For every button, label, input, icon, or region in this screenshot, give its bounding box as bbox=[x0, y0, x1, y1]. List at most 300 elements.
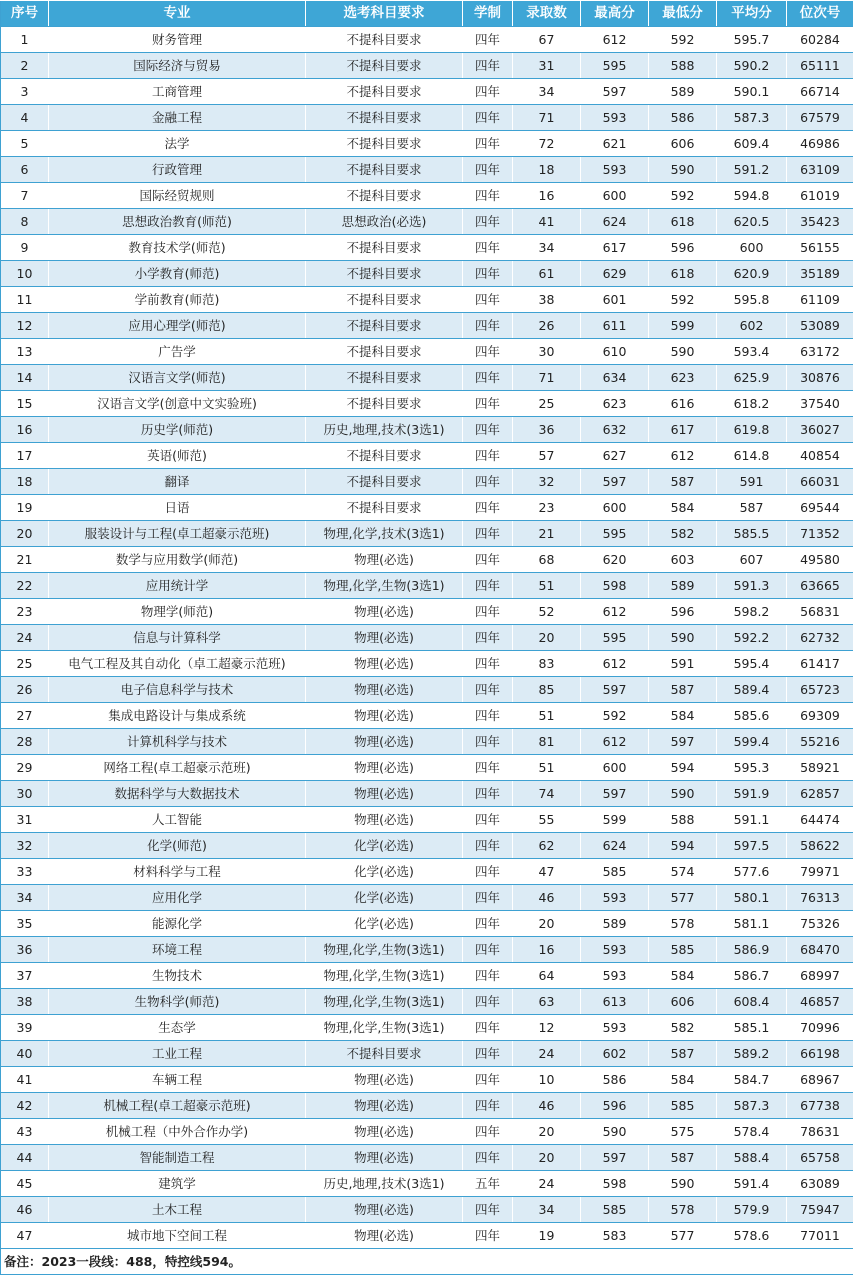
cell-min-score: 588 bbox=[649, 53, 717, 79]
cell-major: 翻译 bbox=[49, 469, 306, 495]
cell-major: 汉语言文学(师范) bbox=[49, 365, 306, 391]
cell-duration: 四年 bbox=[463, 53, 513, 79]
cell-rank: 68997 bbox=[787, 963, 853, 989]
cell-major: 城市地下空间工程 bbox=[49, 1223, 306, 1249]
cell-min-score: 589 bbox=[649, 79, 717, 105]
cell-duration: 四年 bbox=[463, 339, 513, 365]
cell-max-score: 632 bbox=[581, 417, 649, 443]
cell-rank: 30876 bbox=[787, 365, 853, 391]
cell-duration: 四年 bbox=[463, 1041, 513, 1067]
cell-duration: 四年 bbox=[463, 521, 513, 547]
cell-avg-score: 587.3 bbox=[717, 1093, 787, 1119]
cell-admitted-count: 20 bbox=[513, 625, 581, 651]
cell-admitted-count: 25 bbox=[513, 391, 581, 417]
cell-subject-requirement: 不提科目要求 bbox=[306, 495, 463, 521]
cell-admitted-count: 51 bbox=[513, 755, 581, 781]
cell-rank: 61019 bbox=[787, 183, 853, 209]
cell-duration: 四年 bbox=[463, 1015, 513, 1041]
table-row bbox=[1, 417, 853, 443]
cell-major: 生态学 bbox=[49, 1015, 306, 1041]
cell-rank: 66031 bbox=[787, 469, 853, 495]
cell-min-score: 578 bbox=[649, 911, 717, 937]
cell-duration: 四年 bbox=[463, 989, 513, 1015]
cell-admitted-count: 12 bbox=[513, 1015, 581, 1041]
cell-subject-requirement: 不提科目要求 bbox=[306, 183, 463, 209]
cell-subject-requirement: 物理(必选) bbox=[306, 755, 463, 781]
cell-avg-score: 595.3 bbox=[717, 755, 787, 781]
cell-major: 日语 bbox=[49, 495, 306, 521]
cell-duration: 四年 bbox=[463, 729, 513, 755]
cell-index: 15 bbox=[1, 391, 49, 417]
cell-subject-requirement: 不提科目要求 bbox=[306, 157, 463, 183]
cell-rank: 64474 bbox=[787, 807, 853, 833]
cell-min-score: 591 bbox=[649, 651, 717, 677]
cell-major: 人工智能 bbox=[49, 807, 306, 833]
cell-rank: 35423 bbox=[787, 209, 853, 235]
cell-index: 29 bbox=[1, 755, 49, 781]
cell-subject-requirement: 物理(必选) bbox=[306, 781, 463, 807]
cell-subject-requirement: 不提科目要求 bbox=[306, 131, 463, 157]
cell-index: 35 bbox=[1, 911, 49, 937]
cell-index: 26 bbox=[1, 677, 49, 703]
cell-rank: 46857 bbox=[787, 989, 853, 1015]
cell-major: 建筑学 bbox=[49, 1171, 306, 1197]
cell-major: 网络工程(卓工超豪示范班) bbox=[49, 755, 306, 781]
cell-rank: 75326 bbox=[787, 911, 853, 937]
cell-major: 财务管理 bbox=[49, 27, 306, 53]
cell-duration: 四年 bbox=[463, 495, 513, 521]
cell-major: 应用化学 bbox=[49, 885, 306, 911]
cell-rank: 62857 bbox=[787, 781, 853, 807]
cell-index: 16 bbox=[1, 417, 49, 443]
cell-max-score: 623 bbox=[581, 391, 649, 417]
cell-min-score: 590 bbox=[649, 1171, 717, 1197]
cell-rank: 63172 bbox=[787, 339, 853, 365]
cell-max-score: 585 bbox=[581, 1197, 649, 1223]
cell-major: 金融工程 bbox=[49, 105, 306, 131]
cell-min-score: 582 bbox=[649, 1015, 717, 1041]
cell-min-score: 585 bbox=[649, 937, 717, 963]
cell-rank: 58921 bbox=[787, 755, 853, 781]
cell-max-score: 595 bbox=[581, 53, 649, 79]
cell-min-score: 586 bbox=[649, 105, 717, 131]
cell-rank: 69309 bbox=[787, 703, 853, 729]
cell-major: 小学教育(师范) bbox=[49, 261, 306, 287]
table-row bbox=[1, 235, 853, 261]
cell-rank: 68470 bbox=[787, 937, 853, 963]
cell-rank: 61417 bbox=[787, 651, 853, 677]
cell-subject-requirement: 不提科目要求 bbox=[306, 313, 463, 339]
cell-max-score: 589 bbox=[581, 911, 649, 937]
cell-major: 材料科学与工程 bbox=[49, 859, 306, 885]
cell-subject-requirement: 物理(必选) bbox=[306, 625, 463, 651]
cell-admitted-count: 68 bbox=[513, 547, 581, 573]
cell-avg-score: 595.7 bbox=[717, 27, 787, 53]
cell-min-score: 584 bbox=[649, 703, 717, 729]
cell-subject-requirement: 物理,化学,生物(3选1) bbox=[306, 573, 463, 599]
cell-admitted-count: 46 bbox=[513, 885, 581, 911]
cell-index: 34 bbox=[1, 885, 49, 911]
cell-avg-score: 614.8 bbox=[717, 443, 787, 469]
cell-min-score: 584 bbox=[649, 1067, 717, 1093]
cell-index: 10 bbox=[1, 261, 49, 287]
cell-index: 33 bbox=[1, 859, 49, 885]
table-row bbox=[1, 287, 853, 313]
cell-major: 思想政治教育(师范) bbox=[49, 209, 306, 235]
cell-min-score: 582 bbox=[649, 521, 717, 547]
cell-admitted-count: 51 bbox=[513, 703, 581, 729]
cell-index: 3 bbox=[1, 79, 49, 105]
cell-subject-requirement: 物理(必选) bbox=[306, 651, 463, 677]
cell-min-score: 587 bbox=[649, 677, 717, 703]
cell-major: 环境工程 bbox=[49, 937, 306, 963]
cell-avg-score: 608.4 bbox=[717, 989, 787, 1015]
cell-index: 9 bbox=[1, 235, 49, 261]
cell-avg-score: 591 bbox=[717, 469, 787, 495]
cell-min-score: 578 bbox=[649, 1197, 717, 1223]
cell-major: 信息与计算科学 bbox=[49, 625, 306, 651]
cell-duration: 四年 bbox=[463, 417, 513, 443]
cell-index: 40 bbox=[1, 1041, 49, 1067]
column-header-duration: 学制 bbox=[463, 1, 513, 27]
cell-index: 36 bbox=[1, 937, 49, 963]
cell-admitted-count: 34 bbox=[513, 1197, 581, 1223]
table-row bbox=[1, 651, 853, 677]
table-row bbox=[1, 599, 853, 625]
cell-duration: 四年 bbox=[463, 209, 513, 235]
cell-index: 12 bbox=[1, 313, 49, 339]
cell-index: 5 bbox=[1, 131, 49, 157]
cell-index: 2 bbox=[1, 53, 49, 79]
cell-max-score: 597 bbox=[581, 781, 649, 807]
cell-avg-score: 597.5 bbox=[717, 833, 787, 859]
cell-subject-requirement: 不提科目要求 bbox=[306, 469, 463, 495]
cell-max-score: 627 bbox=[581, 443, 649, 469]
cell-min-score: 584 bbox=[649, 495, 717, 521]
cell-max-score: 621 bbox=[581, 131, 649, 157]
cell-min-score: 592 bbox=[649, 287, 717, 313]
cell-min-score: 575 bbox=[649, 1119, 717, 1145]
cell-max-score: 612 bbox=[581, 27, 649, 53]
cell-rank: 71352 bbox=[787, 521, 853, 547]
cell-subject-requirement: 物理(必选) bbox=[306, 729, 463, 755]
cell-index: 13 bbox=[1, 339, 49, 365]
table-row bbox=[1, 1223, 853, 1249]
cell-avg-score: 607 bbox=[717, 547, 787, 573]
cell-max-score: 601 bbox=[581, 287, 649, 313]
cell-rank: 37540 bbox=[787, 391, 853, 417]
cell-subject-requirement: 物理,化学,生物(3选1) bbox=[306, 937, 463, 963]
cell-admitted-count: 19 bbox=[513, 1223, 581, 1249]
cell-avg-score: 591.2 bbox=[717, 157, 787, 183]
cell-max-score: 593 bbox=[581, 105, 649, 131]
cell-rank: 67738 bbox=[787, 1093, 853, 1119]
table-row bbox=[1, 547, 853, 573]
cell-rank: 65111 bbox=[787, 53, 853, 79]
cell-min-score: 597 bbox=[649, 729, 717, 755]
cell-duration: 四年 bbox=[463, 859, 513, 885]
cell-subject-requirement: 不提科目要求 bbox=[306, 27, 463, 53]
cell-duration: 四年 bbox=[463, 157, 513, 183]
cell-major: 国际经贸规则 bbox=[49, 183, 306, 209]
cell-major: 数学与应用数学(师范) bbox=[49, 547, 306, 573]
cell-max-score: 610 bbox=[581, 339, 649, 365]
cell-admitted-count: 41 bbox=[513, 209, 581, 235]
cell-subject-requirement: 不提科目要求 bbox=[306, 1041, 463, 1067]
cell-duration: 四年 bbox=[463, 677, 513, 703]
cell-rank: 49580 bbox=[787, 547, 853, 573]
cell-duration: 四年 bbox=[463, 547, 513, 573]
table-row bbox=[1, 261, 853, 287]
cell-avg-score: 578.6 bbox=[717, 1223, 787, 1249]
cell-admitted-count: 52 bbox=[513, 599, 581, 625]
cell-admitted-count: 47 bbox=[513, 859, 581, 885]
table-row bbox=[1, 963, 853, 989]
cell-subject-requirement: 化学(必选) bbox=[306, 885, 463, 911]
cell-duration: 四年 bbox=[463, 1067, 513, 1093]
cell-admitted-count: 16 bbox=[513, 183, 581, 209]
cell-rank: 65723 bbox=[787, 677, 853, 703]
cell-duration: 四年 bbox=[463, 807, 513, 833]
cell-min-score: 603 bbox=[649, 547, 717, 573]
cell-major: 机械工程（中外合作办学) bbox=[49, 1119, 306, 1145]
table-row bbox=[1, 1093, 853, 1119]
cell-duration: 四年 bbox=[463, 105, 513, 131]
table-row bbox=[1, 729, 853, 755]
cell-rank: 75947 bbox=[787, 1197, 853, 1223]
cell-avg-score: 609.4 bbox=[717, 131, 787, 157]
table-row bbox=[1, 1197, 853, 1223]
cell-admitted-count: 85 bbox=[513, 677, 581, 703]
cell-subject-requirement: 不提科目要求 bbox=[306, 105, 463, 131]
cell-avg-score: 585.6 bbox=[717, 703, 787, 729]
cell-rank: 46986 bbox=[787, 131, 853, 157]
cell-avg-score: 577.6 bbox=[717, 859, 787, 885]
cell-max-score: 595 bbox=[581, 521, 649, 547]
cell-avg-score: 599.4 bbox=[717, 729, 787, 755]
cell-subject-requirement: 不提科目要求 bbox=[306, 261, 463, 287]
cell-max-score: 624 bbox=[581, 209, 649, 235]
cell-avg-score: 620.9 bbox=[717, 261, 787, 287]
cell-max-score: 624 bbox=[581, 833, 649, 859]
cell-max-score: 613 bbox=[581, 989, 649, 1015]
note-text: 备注：2023一段线：488，特控线594。 bbox=[1, 1249, 853, 1275]
cell-subject-requirement: 化学(必选) bbox=[306, 859, 463, 885]
cell-major: 历史学(师范) bbox=[49, 417, 306, 443]
cell-duration: 四年 bbox=[463, 183, 513, 209]
table-row bbox=[1, 1041, 853, 1067]
cell-major: 英语(师范) bbox=[49, 443, 306, 469]
cell-duration: 四年 bbox=[463, 703, 513, 729]
cell-subject-requirement: 物理(必选) bbox=[306, 1223, 463, 1249]
cell-index: 43 bbox=[1, 1119, 49, 1145]
column-header-admitted-count: 录取数 bbox=[513, 1, 581, 27]
cell-major: 生物技术 bbox=[49, 963, 306, 989]
table-row bbox=[1, 105, 853, 131]
cell-duration: 四年 bbox=[463, 573, 513, 599]
table-row bbox=[1, 391, 853, 417]
table-row bbox=[1, 183, 853, 209]
cell-major: 行政管理 bbox=[49, 157, 306, 183]
cell-avg-score: 594.8 bbox=[717, 183, 787, 209]
cell-subject-requirement: 物理(必选) bbox=[306, 1197, 463, 1223]
table-row bbox=[1, 989, 853, 1015]
cell-major: 法学 bbox=[49, 131, 306, 157]
cell-index: 7 bbox=[1, 183, 49, 209]
cell-avg-score: 625.9 bbox=[717, 365, 787, 391]
note-row bbox=[1, 1249, 853, 1275]
cell-min-score: 584 bbox=[649, 963, 717, 989]
cell-rank: 77011 bbox=[787, 1223, 853, 1249]
cell-duration: 四年 bbox=[463, 651, 513, 677]
column-header-index: 序号 bbox=[1, 1, 49, 27]
cell-max-score: 612 bbox=[581, 729, 649, 755]
table-body bbox=[1, 27, 853, 1249]
cell-admitted-count: 20 bbox=[513, 1119, 581, 1145]
cell-major: 土木工程 bbox=[49, 1197, 306, 1223]
cell-max-score: 620 bbox=[581, 547, 649, 573]
table-row bbox=[1, 703, 853, 729]
cell-max-score: 590 bbox=[581, 1119, 649, 1145]
cell-index: 6 bbox=[1, 157, 49, 183]
cell-min-score: 606 bbox=[649, 989, 717, 1015]
cell-avg-score: 589.4 bbox=[717, 677, 787, 703]
cell-max-score: 600 bbox=[581, 495, 649, 521]
cell-subject-requirement: 不提科目要求 bbox=[306, 79, 463, 105]
cell-avg-score: 600 bbox=[717, 235, 787, 261]
cell-max-score: 586 bbox=[581, 1067, 649, 1093]
table-row bbox=[1, 1015, 853, 1041]
cell-index: 37 bbox=[1, 963, 49, 989]
cell-rank: 56831 bbox=[787, 599, 853, 625]
cell-min-score: 596 bbox=[649, 599, 717, 625]
cell-major: 车辆工程 bbox=[49, 1067, 306, 1093]
cell-min-score: 577 bbox=[649, 885, 717, 911]
cell-duration: 四年 bbox=[463, 313, 513, 339]
cell-max-score: 598 bbox=[581, 573, 649, 599]
cell-subject-requirement: 化学(必选) bbox=[306, 833, 463, 859]
table-row bbox=[1, 625, 853, 651]
cell-rank: 55216 bbox=[787, 729, 853, 755]
cell-major: 电子信息科学与技术 bbox=[49, 677, 306, 703]
cell-index: 23 bbox=[1, 599, 49, 625]
cell-admitted-count: 81 bbox=[513, 729, 581, 755]
table-row bbox=[1, 521, 853, 547]
cell-subject-requirement: 不提科目要求 bbox=[306, 339, 463, 365]
cell-max-score: 585 bbox=[581, 859, 649, 885]
cell-rank: 76313 bbox=[787, 885, 853, 911]
cell-admitted-count: 18 bbox=[513, 157, 581, 183]
cell-index: 22 bbox=[1, 573, 49, 599]
cell-rank: 67579 bbox=[787, 105, 853, 131]
cell-subject-requirement: 物理(必选) bbox=[306, 599, 463, 625]
cell-max-score: 593 bbox=[581, 963, 649, 989]
cell-subject-requirement: 化学(必选) bbox=[306, 911, 463, 937]
cell-avg-score: 595.4 bbox=[717, 651, 787, 677]
cell-rank: 53089 bbox=[787, 313, 853, 339]
cell-index: 38 bbox=[1, 989, 49, 1015]
cell-max-score: 593 bbox=[581, 885, 649, 911]
cell-avg-score: 591.1 bbox=[717, 807, 787, 833]
cell-admitted-count: 24 bbox=[513, 1171, 581, 1197]
cell-duration: 四年 bbox=[463, 833, 513, 859]
cell-subject-requirement: 物理(必选) bbox=[306, 677, 463, 703]
cell-duration: 四年 bbox=[463, 443, 513, 469]
cell-index: 19 bbox=[1, 495, 49, 521]
cell-avg-score: 585.1 bbox=[717, 1015, 787, 1041]
table-row bbox=[1, 833, 853, 859]
cell-major: 工业工程 bbox=[49, 1041, 306, 1067]
cell-index: 39 bbox=[1, 1015, 49, 1041]
cell-admitted-count: 34 bbox=[513, 235, 581, 261]
cell-major: 应用统计学 bbox=[49, 573, 306, 599]
cell-min-score: 574 bbox=[649, 859, 717, 885]
cell-avg-score: 586.9 bbox=[717, 937, 787, 963]
cell-admitted-count: 46 bbox=[513, 1093, 581, 1119]
cell-index: 42 bbox=[1, 1093, 49, 1119]
cell-major: 服装设计与工程(卓工超豪示范班) bbox=[49, 521, 306, 547]
cell-max-score: 600 bbox=[581, 755, 649, 781]
cell-avg-score: 580.1 bbox=[717, 885, 787, 911]
cell-min-score: 590 bbox=[649, 781, 717, 807]
cell-admitted-count: 36 bbox=[513, 417, 581, 443]
cell-max-score: 593 bbox=[581, 1015, 649, 1041]
cell-max-score: 599 bbox=[581, 807, 649, 833]
cell-index: 45 bbox=[1, 1171, 49, 1197]
cell-subject-requirement: 历史,地理,技术(3选1) bbox=[306, 417, 463, 443]
cell-admitted-count: 32 bbox=[513, 469, 581, 495]
cell-avg-score: 589.2 bbox=[717, 1041, 787, 1067]
cell-index: 44 bbox=[1, 1145, 49, 1171]
cell-min-score: 590 bbox=[649, 339, 717, 365]
cell-index: 28 bbox=[1, 729, 49, 755]
table-row bbox=[1, 911, 853, 937]
cell-max-score: 612 bbox=[581, 651, 649, 677]
cell-max-score: 617 bbox=[581, 235, 649, 261]
cell-max-score: 597 bbox=[581, 469, 649, 495]
cell-min-score: 587 bbox=[649, 469, 717, 495]
table-row bbox=[1, 339, 853, 365]
cell-avg-score: 591.3 bbox=[717, 573, 787, 599]
cell-min-score: 577 bbox=[649, 1223, 717, 1249]
cell-max-score: 593 bbox=[581, 157, 649, 183]
column-header-min-score: 最低分 bbox=[649, 1, 717, 27]
cell-admitted-count: 83 bbox=[513, 651, 581, 677]
cell-duration: 五年 bbox=[463, 1171, 513, 1197]
cell-index: 20 bbox=[1, 521, 49, 547]
cell-index: 30 bbox=[1, 781, 49, 807]
cell-duration: 四年 bbox=[463, 27, 513, 53]
cell-avg-score: 578.4 bbox=[717, 1119, 787, 1145]
cell-rank: 65758 bbox=[787, 1145, 853, 1171]
cell-min-score: 587 bbox=[649, 1041, 717, 1067]
cell-major: 集成电路设计与集成系统 bbox=[49, 703, 306, 729]
cell-subject-requirement: 物理,化学,生物(3选1) bbox=[306, 989, 463, 1015]
cell-admitted-count: 20 bbox=[513, 1145, 581, 1171]
cell-subject-requirement: 不提科目要求 bbox=[306, 287, 463, 313]
cell-rank: 56155 bbox=[787, 235, 853, 261]
cell-rank: 63089 bbox=[787, 1171, 853, 1197]
cell-duration: 四年 bbox=[463, 885, 513, 911]
cell-index: 41 bbox=[1, 1067, 49, 1093]
cell-index: 27 bbox=[1, 703, 49, 729]
table-row bbox=[1, 755, 853, 781]
cell-avg-score: 591.9 bbox=[717, 781, 787, 807]
cell-admitted-count: 51 bbox=[513, 573, 581, 599]
cell-max-score: 629 bbox=[581, 261, 649, 287]
cell-duration: 四年 bbox=[463, 781, 513, 807]
cell-subject-requirement: 物理(必选) bbox=[306, 1145, 463, 1171]
